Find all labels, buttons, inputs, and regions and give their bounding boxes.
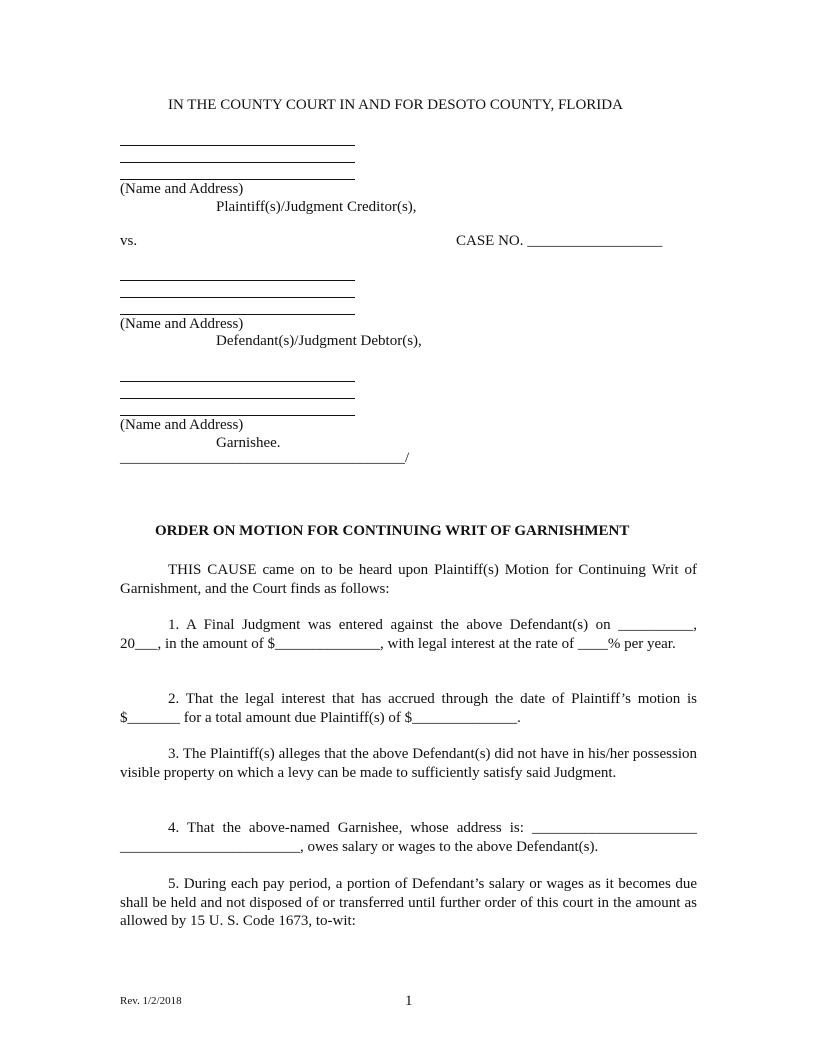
document-title: ORDER ON MOTION FOR CONTINUING WRIT OF GARNISHMENT [155, 523, 630, 539]
defendant-line-2[interactable] [120, 297, 355, 298]
paragraph-2-text: 2. That the legal interest that has accrued through the date of Plaintiff’s motion is $_______ for a total amount due Plaintiff(s) of $______________. [120, 691, 697, 726]
court-header: IN THE COUNTY COURT IN AND FOR DESOTO COUNTY, FLORIDA [168, 97, 623, 113]
plaintiff-name-address-label: (Name and Address) [120, 181, 244, 197]
revision-date: Rev. 1/2/2018 [120, 995, 182, 1007]
garnishee-role: Garnishee. [216, 435, 281, 451]
intro-text: THIS CAUSE came on to be heard upon Plaintiff(s) Motion for Continuing Writ of Garnishment, and the Court finds as follows: [120, 562, 697, 597]
defendant-role: Defendant(s)/Judgment Debtor(s), [216, 333, 422, 349]
defendant-name-address-label: (Name and Address) [120, 316, 244, 332]
garnishee-line-2[interactable] [120, 398, 355, 399]
paragraph-5 [120, 875, 697, 931]
case-number: CASE NO. __________________ [456, 233, 663, 249]
defendant-line-1[interactable] [120, 280, 355, 281]
garnishee-name-address-label: (Name and Address) [120, 417, 244, 433]
paragraph-3 [120, 745, 697, 782]
garnishee-line-3[interactable] [120, 415, 355, 416]
defendant-line-3[interactable] [120, 314, 355, 315]
plaintiff-line-2[interactable] [120, 162, 355, 163]
paragraph-3-text: 3. The Plaintiff(s) alleges that the above Defendant(s) did not have in his/her possession visible property on which a levy can be made to sufficiently satisfy said Judgment. [120, 746, 697, 781]
intro-paragraph [120, 561, 697, 598]
paragraph-5-text: 5. During each pay period, a portion of Defendant’s salary or wages as it becomes due shall be held and not disposed of or transferred until further order of this court in the amount as allowed by 15 U. S. Code 1673, to-wit: [120, 876, 697, 929]
page-number: 1 [405, 993, 413, 1009]
paragraph-1-text: 1. A Final Judgment was entered against the above Defendant(s) on __________, 20___, in the amount of $______________, with legal interest at the rate of ____% per year. [120, 617, 697, 652]
paragraph-4-text: 4. That the above-named Garnishee, whose address is: ______________________ ________________________, owes salary or wages to the above Defendant(s). [120, 820, 697, 855]
garnishee-line-1[interactable] [120, 381, 355, 382]
versus-label: vs. [120, 233, 138, 249]
paragraph-4 [120, 819, 697, 856]
caption-end-line: ______________________________________/ [120, 450, 410, 466]
paragraph-1 [120, 616, 697, 653]
plaintiff-line-1[interactable] [120, 145, 355, 146]
paragraph-2 [120, 690, 697, 727]
plaintiff-line-3[interactable] [120, 179, 355, 180]
plaintiff-role: Plaintiff(s)/Judgment Creditor(s), [216, 199, 417, 215]
